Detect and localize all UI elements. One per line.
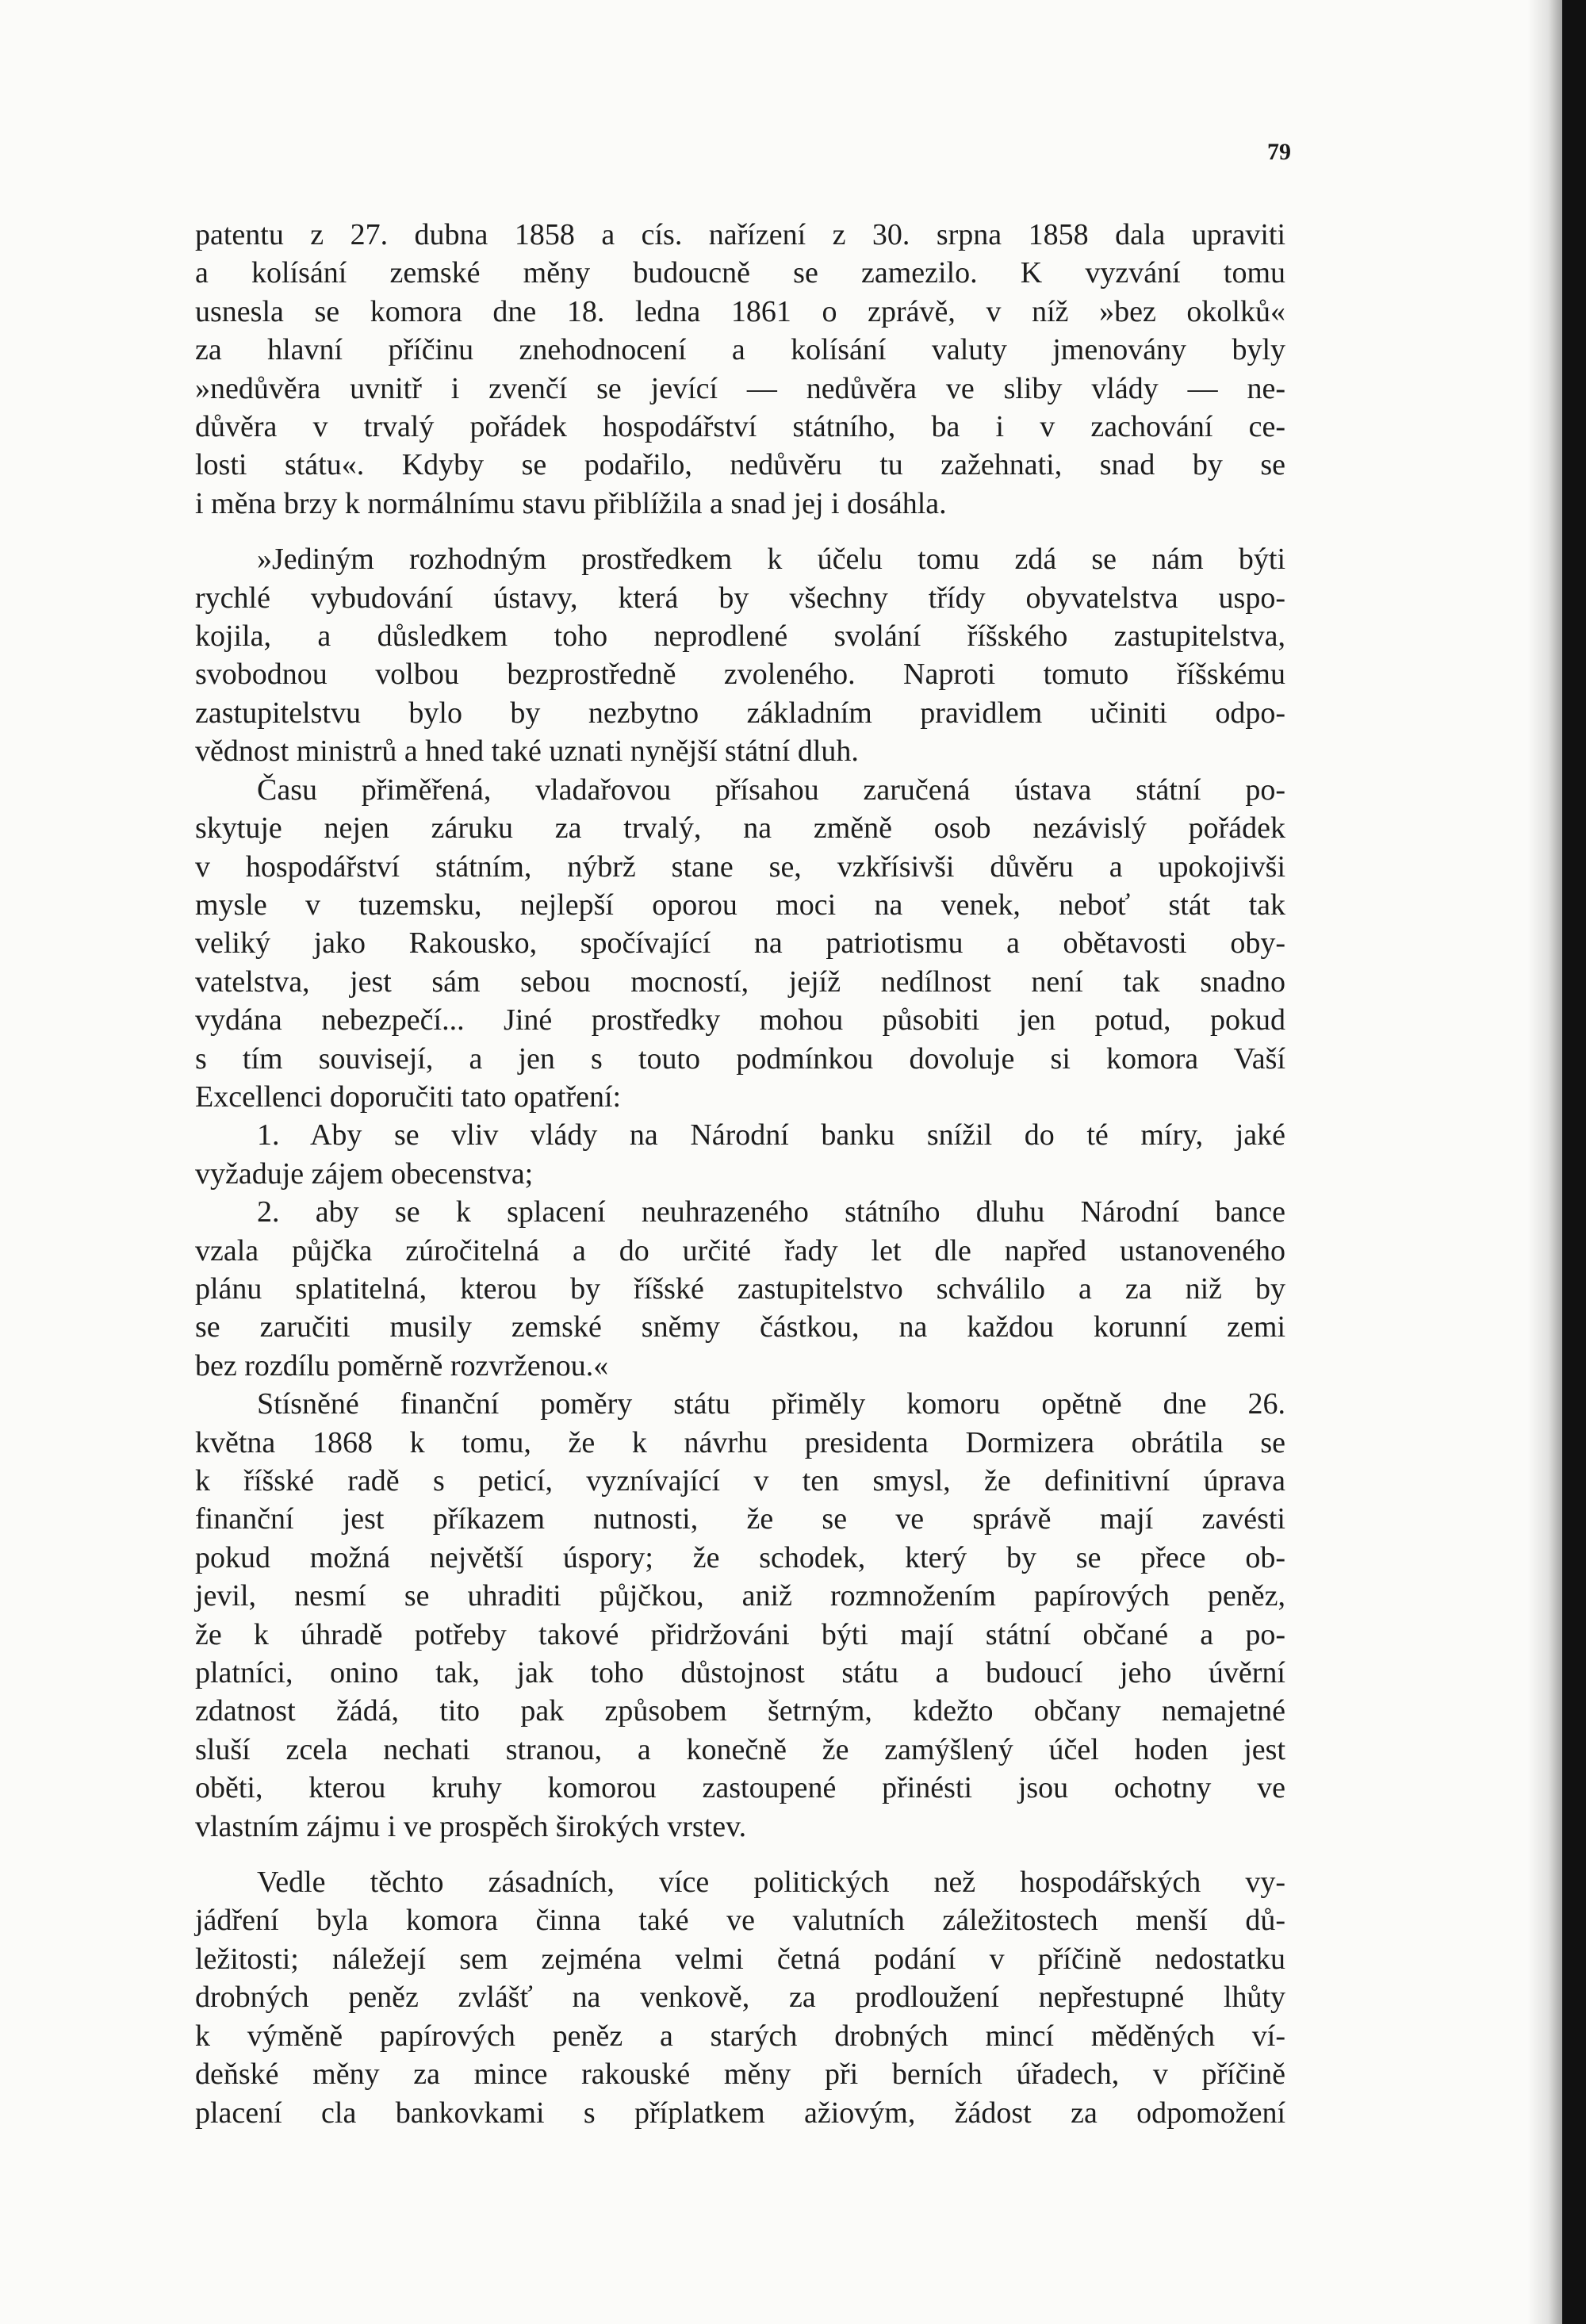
text-line: Vedle těchto zásadních, více politických než hospodářských vy- <box>257 1866 1285 1900</box>
text-line: usnesla se komora dne 18. ledna 1861 o zprávě, v níž »bez okolků« <box>195 294 1285 328</box>
text-line: vyžaduje zájem obecenstva; <box>195 1156 534 1191</box>
text-line: a kolísání zemské měny budoucně se zamezilo. K vyzvání tomu <box>195 256 1285 290</box>
text-line: vzala půjčka zúročitelná a do určité řady let dle napřed ustanoveného <box>195 1233 1285 1267</box>
text-line: plánu splatitelná, kterou by říšské zastupitelstvo schválilo a za niž by <box>195 1271 1285 1306</box>
paragraph <box>195 216 1285 523</box>
text-line: Stísněné finanční poměry státu přiměly komoru opětně dne 26. <box>257 1387 1285 1421</box>
text-line: skytuje nejen záruku za trvalý, na změně osob nezávislý pořádek <box>195 811 1285 846</box>
paragraph <box>195 1193 1285 1385</box>
text-line: vydána nebezpečí... Jiné prostředky mohou působiti jen potud, pokud <box>195 1003 1285 1037</box>
text-line: 2. aby se k splacení neuhrazeného státního dluhu Národní bance <box>257 1195 1285 1229</box>
text-line: rychlé vybudování ústavy, která by všechny třídy obyvatelstva uspo- <box>195 581 1285 615</box>
paragraph-gap <box>195 1846 1285 1863</box>
text-line: sluší zcela nechati stranou, a konečně že zamýšlený účel hoden jest <box>195 1732 1285 1766</box>
text-line: za hlavní příčinu znehodnocení a kolísání valuty jmenovány byly <box>195 333 1285 367</box>
text-line: veliký jako Rakousko, spočívající na patriotismu a obětavosti oby- <box>195 926 1285 961</box>
text-line: k říšské radě s peticí, vyznívající v ten smysl, že definitivní úprava <box>195 1464 1285 1498</box>
text-line: finanční jest příkazem nutnosti, že se ve správě mají zavésti <box>195 1502 1285 1536</box>
text-line: zdatnost žádá, tito pak způsobem šetrným, kdežto občany nemajetné <box>195 1694 1285 1728</box>
text-line: 1. Aby se vliv vlády na Národní banku snížil do té míry, jaké <box>257 1118 1285 1152</box>
text-line: Času přiměřená, vladařovou přísahou zaručená ústava státní po- <box>257 773 1285 807</box>
text-line: bez rozdílu poměrně rozvrženou.« <box>195 1348 609 1383</box>
text-line: »Jediným rozhodným prostředkem k účelu tomu zdá se nám býti <box>257 543 1285 577</box>
paragraph <box>195 1863 1285 2132</box>
text-line: se zaručiti musily zemské sněmy částkou, na každou korunní zemi <box>195 1310 1285 1344</box>
text-line: ležitosti; náležejí sem zejména velmi četná podání v příčině nedostatku <box>195 1942 1285 1976</box>
text-line: v hospodářství státním, nýbrž stane se, vzkřísivši důvěru a upokojivši <box>195 849 1285 884</box>
text-line: vědnost ministrů a hned také uznati nynější státní dluh. <box>195 734 859 769</box>
text-line: svobodnou volbou bezprostředně zvoleného. Naproti tomuto říšskému <box>195 658 1285 692</box>
paragraph <box>195 1116 1285 1193</box>
text-line: »nedůvěra uvnitř i zvenčí se jevící — nedůvěra ve sliby vlády — ne- <box>195 371 1285 405</box>
text-line: patentu z 27. dubna 1858 a cís. nařízení z 30. srpna 1858 dala upraviti <box>195 218 1285 251</box>
paragraph <box>195 771 1285 1117</box>
text-line: k výměně papírových peněz a starých drobných mincí měděných ví- <box>195 2019 1285 2053</box>
paragraph <box>195 540 1285 770</box>
text-line: i měna brzy k normálnímu stavu přiblížila a snad jej i dosáhla. <box>195 486 947 520</box>
text-line: zastupitelstvu bylo by nezbytno základním pravidlem učiniti odpo- <box>195 696 1285 730</box>
text-line: drobných peněz zvlášť na venkově, za prodloužení nepřestupné lhůty <box>195 1981 1285 2015</box>
text-line: losti státu«. Kdyby se podařilo, nedůvěru tu zažehnati, snad by se <box>195 448 1285 482</box>
page-number: 79 <box>1267 139 1291 165</box>
text-line: pokud možná největší úspory; že schodek, který by se přece ob- <box>195 1540 1285 1574</box>
text-line: Excellenci doporučiti tato opatření: <box>195 1080 622 1114</box>
text-line: kojila, a důsledkem toho neprodlené svolání říšského zastupitelstva, <box>195 619 1285 654</box>
text-line: placení cla bankovkami s příplatkem ažiovým, žádost za odpomožení <box>195 2096 1285 2130</box>
paragraph-gap <box>195 523 1285 540</box>
text-line: vlastním zájmu i ve prospěch širokých vrstev. <box>195 1809 747 1843</box>
text-line: oběti, kterou kruhy komorou zastoupené přinésti jsou ochotny ve <box>195 1771 1285 1805</box>
text-line: platníci, onino tak, jak toho důstojnost státu a budoucí jeho úvěrní <box>195 1656 1285 1690</box>
page-edge-shadow <box>1527 0 1562 2324</box>
text-line: s tím souvisejí, a jen s touto podmínkou dovoluje si komora Vaší <box>195 1041 1285 1076</box>
text-line: deňské měny za mince rakouské měny při berních úřadech, v příčině <box>195 2057 1285 2092</box>
text-line: jádření byla komora činna také ve valutních záležitostech menší dů- <box>195 1904 1285 1938</box>
text-line: že k úhradě potřeby takové přidržováni býti mají státní občané a po- <box>195 1617 1285 1651</box>
paragraph <box>195 1385 1285 1846</box>
text-line: vatelstva, jest sám sebou mocností, jejíž nedílnost není tak snadno <box>195 964 1285 999</box>
body-text <box>195 216 1285 2132</box>
text-line: mysle v tuzemsku, nejlepší oporou moci na venek, neboť stát tak <box>195 888 1285 922</box>
text-line: května 1868 k tomu, že k návrhu presidenta Dormizera obrátila se <box>195 1425 1285 1459</box>
text-line: důvěra v trvalý pořádek hospodářství státního, ba i v zachování ce- <box>195 410 1285 444</box>
text-line: jevil, nesmí se uhraditi půjčkou, aniž rozmnožením papírových peněz, <box>195 1579 1285 1613</box>
